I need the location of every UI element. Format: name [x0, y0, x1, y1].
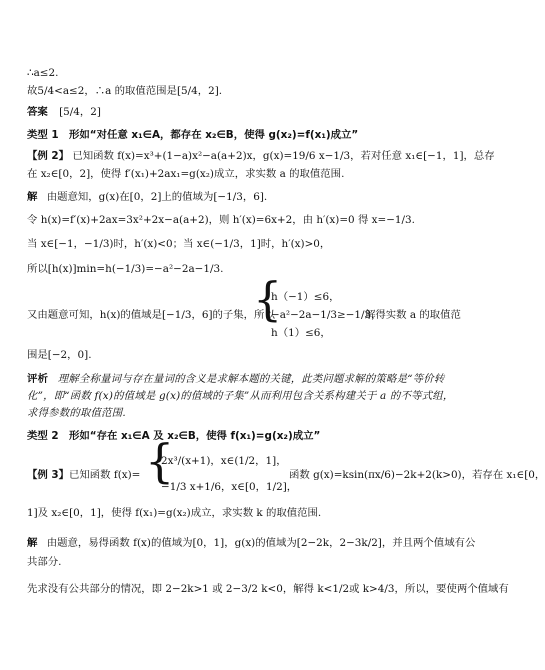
example-2-line-2: 在 x₂∈[0，2]，使得 f′(x₁)+2ax₁=g(x₂)成立，求实数 a 的取值范围. — [27, 168, 345, 180]
solution-2-text-1: 由题意知，g(x)在[0，2]上的值域为[−1/3，6]. — [46, 191, 268, 203]
solution-3-text-1: 由题意，易得函数 f(x)的值域为[0，1]，g(x)的值域为[2−2k，2−3k/2]，并且两个值域有公 — [46, 537, 476, 549]
piecewise-case-1: 2x³/(x+1)，x∈(1/2，1]， — [161, 455, 287, 467]
remark-line-1 — [27, 372, 454, 386]
solution-label: 解 — [27, 191, 38, 203]
remark-text-1: 理解全称量词与存在量词的含义是求解本题的关键，此类问题求解的策略是“等价转 — [57, 373, 445, 385]
example-3-line-2: 1]及 x₂∈[0，1]，使得 f(x₁)=g(x₂)成立，求实数 k 的取值范围. — [27, 507, 322, 519]
solution-2-system-tail: 解得实数 a 的取值范 — [365, 309, 461, 321]
system-eq-3: h（1）≤6， — [271, 327, 331, 339]
system-brace: { — [253, 272, 283, 326]
system-eq-2: −a²−2a−1/3≥−1/3， — [271, 309, 382, 321]
remark-line-2: 化”，即“函数 f(x)的值域是 g(x)的值域的子集”从而利用包含关系构建关于 a 的不等式组， — [27, 390, 454, 402]
solution-2-final: 围是[−2，0]. — [27, 349, 92, 361]
line-answer — [27, 105, 454, 119]
remark-line-3: 求得参数的取值范围. — [27, 407, 126, 419]
solution-2-line-3: 当 x∈[−1，−1/3)时，h′(x)<0；当 x∈(−1/3，1]时，h′(x)>0， — [27, 238, 331, 250]
solution-2-system-intro: 又由题意可知，h(x)的值域是[−1/3，6]的子集，所以 — [27, 309, 275, 321]
example-3-g-def: 函数 g(x)=ksin(πx/6)−2k+2(k>0)，若存在 x₁∈[0， — [289, 469, 545, 481]
example-2-label: 【例 2】 — [27, 150, 70, 162]
type-2-heading: 类型 2 形如“存在 x₁∈A 及 x₂∈B，使得 f(x₁)=g(x₂)成立” — [27, 430, 321, 442]
type-1-heading: 类型 1 形如“对任意 x₁∈A，都存在 x₂∈B，使得 g(x₂)=f(x₁)成立” — [27, 129, 359, 141]
example-2-text-1: 已知函数 f(x)=x³+(1−a)x²−a(a+2)x，g(x)=19/6 x−1/3，若对任意 x₁∈[−1，1]，总存 — [72, 150, 495, 162]
system-eq-1: h（−1）≤6， — [271, 291, 340, 303]
solution-2-line-4: 所以[h(x)]min=h(−1/3)=−a²−2a−1/3. — [27, 263, 224, 275]
piecewise-brace: { — [145, 434, 175, 488]
solution-2-system-line — [27, 272, 461, 340]
example-2-line-1 — [27, 149, 495, 163]
example-3-func-intro: 已知函数 f(x)= — [69, 469, 141, 481]
answer-value: [5/4，2] — [59, 106, 101, 118]
solution-2-line-1 — [27, 190, 454, 204]
example-3-label: 【例 3】 — [27, 469, 70, 481]
solution-2-line-2: 令 h(x)=f′(x)+2ax=3x²+2x−a(a+2)，则 h′(x)=6x+2，由 h′(x)=0 得 x=−1/3. — [27, 214, 415, 226]
answer-label: 答案 — [27, 106, 48, 118]
solution-3-line-3: 先求没有公共部分的情况，即 2−2k>1 或 2−3/2 k<0，解得 k<1/2或 k>4/3，所以，要使两个值域有 — [27, 583, 509, 595]
remark-label: 评析 — [27, 373, 49, 385]
piecewise-case-2: −1/3 x+1/6，x∈[0，1/2]， — [161, 481, 298, 493]
solution-3-label: 解 — [27, 537, 38, 549]
solution-3-line-1 — [27, 536, 476, 550]
solution-3-line-2: 共部分. — [27, 556, 62, 568]
line-conclusion: ∴a≤2. — [27, 67, 59, 79]
line-range-result: 故5/4<a≤2，∴a 的取值范围是[5/4，2]. — [27, 85, 223, 97]
